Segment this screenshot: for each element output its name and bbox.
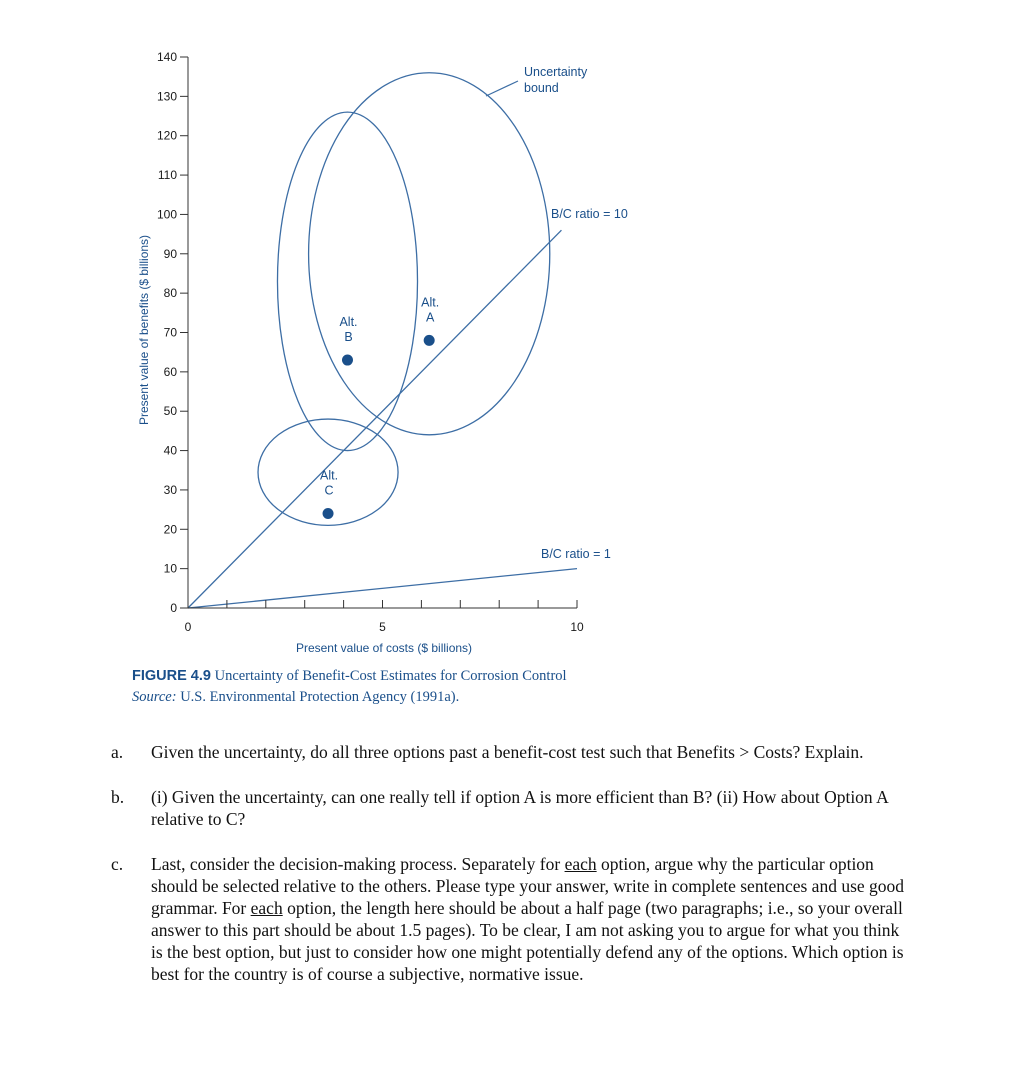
annotation-uncertainty-line1: Uncertainty xyxy=(524,65,588,79)
figure-number: FIGURE 4.9 xyxy=(132,668,211,684)
question-c-each-2: each xyxy=(250,898,283,918)
y-axis-title: Present value of benefits ($ billions) xyxy=(137,234,151,426)
bc-ratio-1-label: B/C ratio = 1 xyxy=(541,547,611,561)
y-tick-label: 40 xyxy=(163,443,177,458)
point-alt-c xyxy=(323,508,334,519)
chart-annotations xyxy=(137,65,628,655)
question-c-each-1: each xyxy=(564,854,597,874)
uncertainty-ellipse-b xyxy=(277,112,417,450)
y-tick-label: 120 xyxy=(156,128,177,143)
question-letter: c. xyxy=(111,854,124,874)
point-label-line1: Alt. xyxy=(421,295,440,310)
point-label-line2: B xyxy=(344,330,353,345)
y-tick-label: 20 xyxy=(163,522,177,537)
question-letter: a. xyxy=(111,742,124,762)
y-tick-label: 10 xyxy=(163,561,177,576)
question-c xyxy=(110,853,910,985)
figure-caption xyxy=(132,666,832,708)
y-tick-label: 70 xyxy=(163,325,177,340)
x-tick-label: 10 xyxy=(570,620,584,634)
point-label-line2: A xyxy=(426,310,435,325)
source-text: U.S. Environmental Protection Agency (1991a). xyxy=(180,689,460,705)
y-tick-label: 90 xyxy=(163,246,177,261)
source-label: Source: xyxy=(132,689,177,705)
caption-source-line xyxy=(132,687,832,708)
point-label-line1: Alt. xyxy=(339,315,358,330)
annotation-uncertainty-line2: bound xyxy=(524,81,559,95)
point-alt-a xyxy=(424,335,435,346)
chart-axes xyxy=(157,50,584,634)
y-tick-label: 0 xyxy=(170,601,177,615)
y-tick-label: 140 xyxy=(156,50,177,64)
question-a xyxy=(110,741,910,763)
figure-title: Uncertainty of Benefit-Cost Estimates for Corrosion Control xyxy=(214,668,567,684)
caption-title-line xyxy=(132,666,832,687)
question-text: (i) Given the uncertainty, can one really tell if option A is more efficient than B? (ii) How about Option A relative to C? xyxy=(151,787,888,829)
bc-ratio-10-label: B/C ratio = 10 xyxy=(551,207,628,221)
point-alt-b xyxy=(342,355,353,366)
bc-ratio-10-line xyxy=(188,230,561,608)
data-points xyxy=(320,295,439,519)
x-axis-title: Present value of costs ($ billions) xyxy=(295,641,473,655)
reference-lines xyxy=(188,230,577,608)
y-tick-label: 110 xyxy=(157,168,177,183)
question-list xyxy=(110,741,910,1008)
x-tick-label: 5 xyxy=(379,620,386,634)
y-tick-label: 30 xyxy=(163,482,177,497)
question-text xyxy=(151,853,910,985)
question-b xyxy=(110,786,910,830)
point-label-line2: C xyxy=(324,483,334,498)
y-tick-label: 100 xyxy=(156,207,177,222)
point-label-line1: Alt. xyxy=(320,468,339,483)
question-text: Given the uncertainty, do all three options past a benefit-cost test such that Benefits > Costs? Explain. xyxy=(151,742,864,762)
annotation-leader-line xyxy=(486,81,518,96)
question-c-part1: Last, consider the decision-making process. Separately for xyxy=(151,854,565,874)
x-tick-label: 0 xyxy=(184,620,192,634)
question-c-part2: option, argue why the particular option should be selected relative to the others. Please type your answer, write in complete sentences and use good grammar. For xyxy=(151,854,905,918)
y-tick-label: 50 xyxy=(163,404,177,419)
question-c-part3: option, the length here should be about a half page (two paragraphs; i.e., so your overall answer to this part should be about 1.5 pages). To be clear, I am not asking you to argue for what you think is the best option, but just to consider how one might potentially defend any of the options. Which option is best for the country is of course a subjective, normative issue. xyxy=(151,898,904,984)
uncertainty-ellipse-a xyxy=(309,73,550,435)
question-letter: b. xyxy=(111,787,125,807)
uncertainty-ellipses xyxy=(258,73,550,526)
y-tick-label: 80 xyxy=(163,286,177,301)
y-tick-label: 130 xyxy=(156,89,177,104)
y-tick-label: 60 xyxy=(163,364,177,379)
